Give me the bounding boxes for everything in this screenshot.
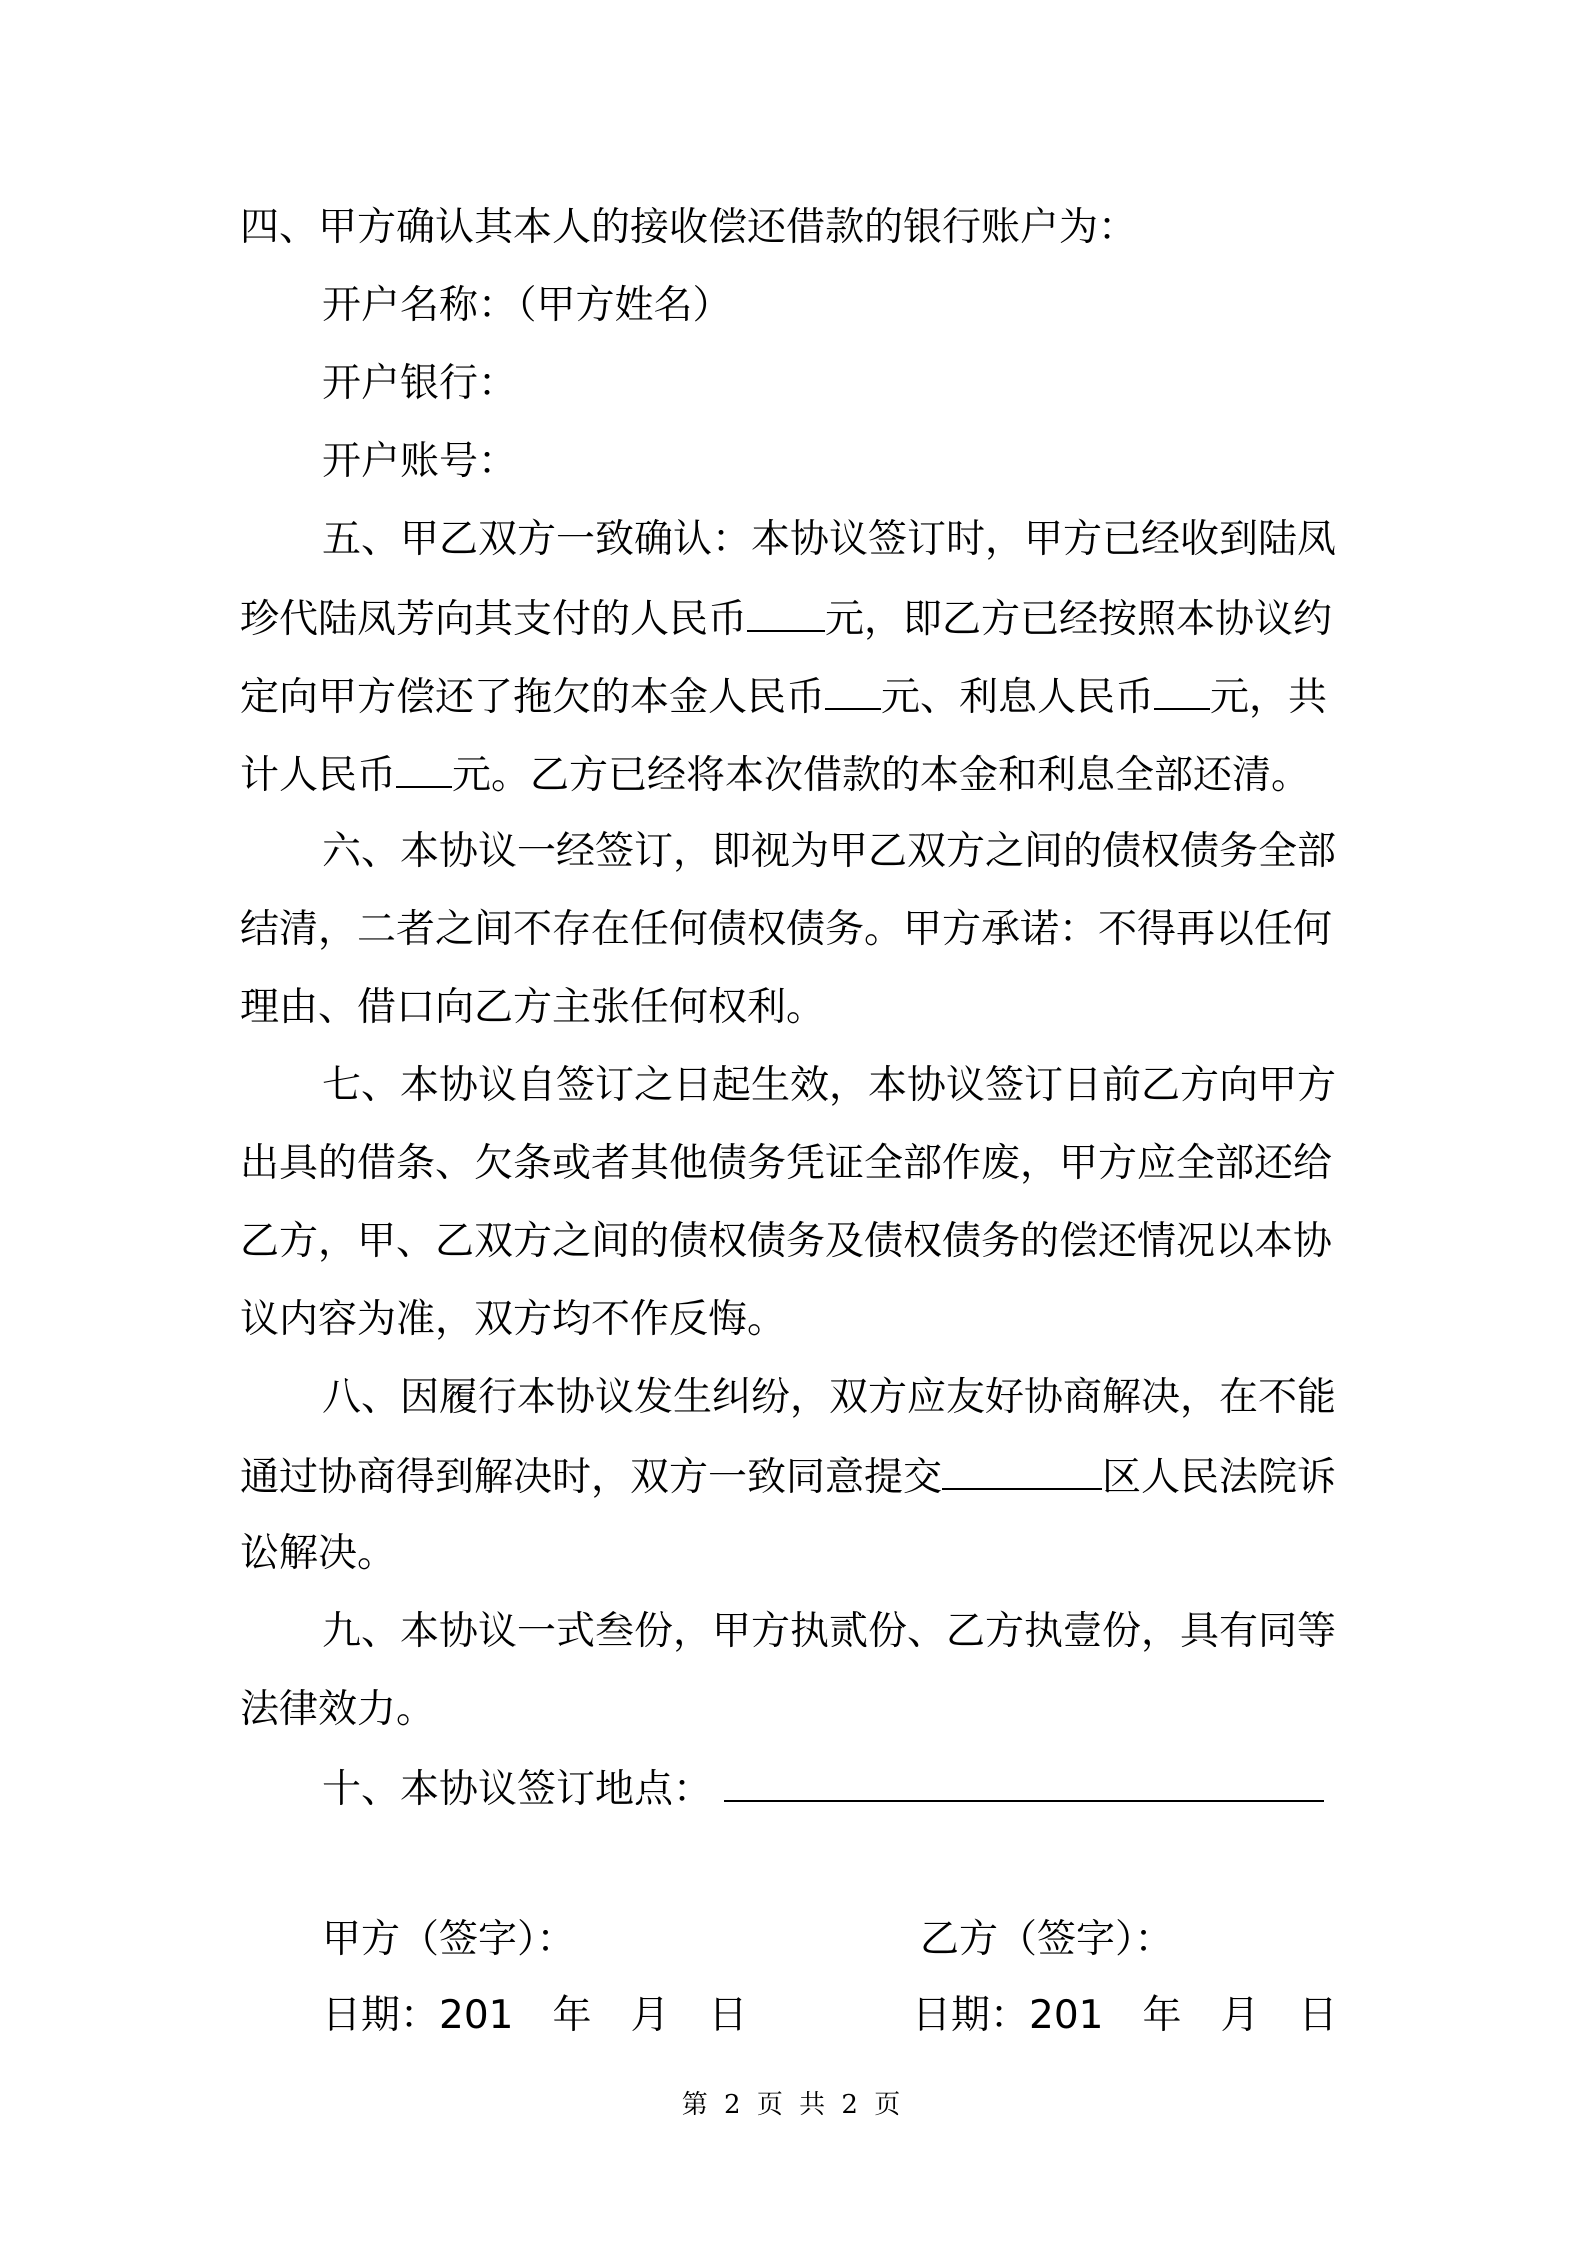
clause-5-text: 元、利息人民币 xyxy=(881,675,1155,720)
clause-5-line-2 xyxy=(240,590,1350,646)
amount-blank xyxy=(747,590,825,632)
clause-5-text: 元，即乙方已经按照本协议约 xyxy=(825,597,1333,642)
clause-4-heading: 四、甲方确认其本人的接收偿还借款的银行账户为： xyxy=(240,205,1138,250)
clause-8-text: 区人民法院诉 xyxy=(1102,1455,1337,1500)
clause-8-line-1: 八、因履行本协议发生纠纷，双方应友好协商解决，在不能 xyxy=(322,1375,1337,1420)
clause-7-line-4: 议内容为准，双方均不作反悔。 xyxy=(240,1297,787,1342)
account-name-label: 开户名称：（甲方姓名） xyxy=(322,283,732,328)
account-number-label: 开户账号： xyxy=(322,439,518,484)
clause-10-line xyxy=(322,1760,1432,1816)
interest-blank xyxy=(1154,668,1210,710)
party-a-signature-label: 甲方（签字）： xyxy=(322,1917,576,1962)
clause-5-text: 珍代陆凤芳向其支付的人民币 xyxy=(240,597,748,642)
party-b-signature-label: 乙方（签字）： xyxy=(920,1917,1174,1962)
clause-7-line-3: 乙方，甲、乙双方之间的债权债务及债权债务的偿还情况以本协 xyxy=(240,1219,1333,1264)
clause-6-line-2: 结清，二者之间不存在任何债权债务。甲方承诺：不得再以任何 xyxy=(240,907,1333,952)
clause-6-line-1: 六、本协议一经签订，即视为甲乙双方之间的债权债务全部 xyxy=(322,829,1337,874)
clause-5-text: 元，共 xyxy=(1210,675,1328,720)
clause-5-text: 定向甲方偿还了拖欠的本金人民币 xyxy=(240,675,826,720)
clause-5-text: 计人民币 xyxy=(240,753,397,798)
clause-9-line-1: 九、本协议一式叁份，甲方执贰份、乙方执壹份，具有同等 xyxy=(322,1609,1337,1654)
clause-5-text: 元。乙方已经将本次借款的本金和利息全部还清。 xyxy=(452,753,1311,798)
clause-7-line-1: 七、本协议自签订之日起生效，本协议签订日前乙方向甲方 xyxy=(322,1063,1337,1108)
court-district-blank xyxy=(942,1448,1102,1490)
party-b-date: 日期：201 年 月 日 xyxy=(912,1993,1338,2038)
clause-6-line-3: 理由、借口向乙方主张任何权利。 xyxy=(240,985,826,1030)
bank-name-label: 开户银行： xyxy=(322,361,518,406)
clause-5-line-4 xyxy=(240,746,1350,802)
total-blank xyxy=(396,746,452,788)
clause-5-line-1: 五、甲乙双方一致确认：本协议签订时，甲方已经收到陆凤 xyxy=(322,517,1337,562)
clause-7-line-2: 出具的借条、欠条或者其他债务凭证全部作废，甲方应全部还给 xyxy=(240,1141,1333,1186)
page-number-footer: 第 2 页 共 2 页 xyxy=(681,2090,905,2120)
clause-8-line-2 xyxy=(240,1448,1350,1504)
clause-8-text: 通过协商得到解决时，双方一致同意提交 xyxy=(240,1455,943,1500)
clause-9-line-2: 法律效力。 xyxy=(240,1687,436,1732)
signing-place-blank xyxy=(724,1760,1324,1802)
clause-8-line-3: 讼解决。 xyxy=(240,1531,397,1576)
party-a-date: 日期：201 年 月 日 xyxy=(322,1993,748,2038)
principal-blank xyxy=(825,668,881,710)
clause-5-line-3 xyxy=(240,668,1350,724)
signing-place-label: 十、本协议签订地点： xyxy=(322,1767,713,1812)
